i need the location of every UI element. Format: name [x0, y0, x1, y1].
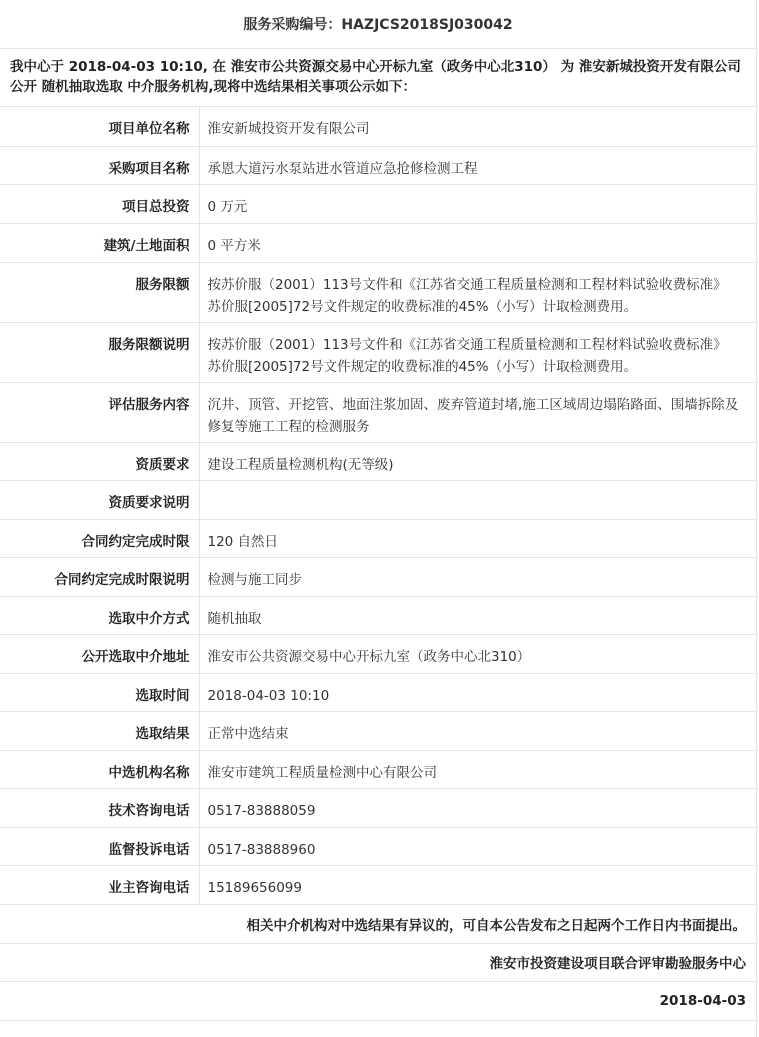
table-row: [0, 107, 757, 146]
table-row: [0, 865, 757, 904]
row-value: [199, 442, 757, 480]
row-value: [199, 262, 757, 322]
announcement-intro: 我中心于 2018-04-03 10:10, 在 淮安市公共资源交易中心开标九室（政务中心北310） 为 淮安新城投资开发有限公司 公开 随机抽取选取 中介服务机构,现将中选结果相关事项公示如下：: [0, 49, 756, 107]
row-value-text: 淮安市建筑工程质量检测中心有限公司: [207, 764, 437, 781]
row-label-text: 技术咨询电话: [108, 802, 190, 819]
row-label-text: 项目总投资: [122, 198, 190, 215]
table-row: [0, 322, 757, 382]
row-label-text: 评估服务内容: [108, 396, 190, 413]
table-row: [0, 711, 757, 750]
row-value-text: 2018-04-03 10:10: [207, 687, 330, 704]
row-label: [0, 442, 199, 480]
row-label: [0, 711, 199, 750]
table-row: [0, 442, 757, 480]
row-value-text: 正常中选结束: [207, 725, 289, 742]
row-label: [0, 223, 199, 262]
table-row: [0, 750, 757, 788]
announcement-date: 2018-04-03: [0, 982, 756, 1021]
row-value: [199, 750, 757, 788]
row-label-text: 项目单位名称: [108, 121, 190, 137]
row-label: [0, 865, 199, 904]
row-value: [199, 382, 757, 442]
row-value-text: [208, 481, 740, 492]
row-value-text: 15189656099: [207, 879, 302, 896]
row-value: [199, 184, 757, 223]
row-label: [0, 480, 199, 519]
row-label-text: 资质要求说明: [108, 494, 190, 511]
table-row: [0, 557, 757, 596]
row-value: [199, 673, 757, 711]
row-value-text: 沉井、顶管、开挖管、地面注浆加固、废弃管道封堵,施工区域周边塌陷路面、围墙拆除及修复等施工工程的检测服务: [207, 396, 739, 435]
row-value: [199, 865, 757, 904]
row-value-text: 0 万元: [207, 198, 248, 215]
table-row: [0, 480, 757, 519]
row-label: [0, 557, 199, 596]
result-table: [0, 107, 757, 905]
row-label: [0, 322, 199, 382]
row-label-text: 中选机构名称: [108, 764, 190, 781]
row-label: [0, 634, 199, 673]
row-label-text: 公开选取中介地址: [81, 648, 190, 665]
row-label: [0, 262, 199, 322]
result-table-body: [0, 107, 757, 904]
table-row: [0, 223, 757, 262]
row-value-text: 承恩大道污水泵站进水管道应急抢修检测工程: [207, 160, 478, 177]
row-value: [199, 322, 757, 382]
row-label-text: 服务限额: [135, 276, 190, 293]
row-value: [199, 146, 757, 184]
row-value-text: 0517-83888960: [207, 841, 316, 858]
row-label: [0, 673, 199, 711]
row-label-text: 资质要求: [135, 456, 190, 473]
row-label: [0, 827, 199, 865]
row-value: [199, 634, 757, 673]
row-value-text: 0517-83888059: [207, 802, 316, 819]
row-value-text: 随机抽取: [207, 610, 262, 627]
row-value-text: 按苏价服（2001）113号文件和《江苏省交通工程质量检测和工程材料试验收费标准》苏价服[2005]72号文件规定的收费标准的45%（小写）计取检测费用。: [207, 336, 727, 375]
row-value: [199, 788, 757, 827]
row-value-text: 0 平方米: [207, 237, 261, 254]
row-label-text: 监督投诉电话: [108, 841, 190, 858]
row-label: [0, 146, 199, 184]
row-label-text: 服务限额说明: [108, 336, 190, 353]
row-value-text: 检测与施工同步: [207, 571, 302, 588]
row-label-text: 采购项目名称: [108, 160, 190, 177]
procurement-number-title: 服务采购编号：HAZJCS2018SJ030042: [0, 0, 756, 49]
row-value: [199, 557, 757, 596]
row-value-text: 120 自然日: [207, 533, 279, 550]
row-value-text: 建设工程质量检测机构(无等级): [207, 456, 394, 473]
row-label: [0, 382, 199, 442]
row-value: [199, 596, 757, 634]
table-row: [0, 382, 757, 442]
row-value: [199, 827, 757, 865]
row-label-text: 业主咨询电话: [108, 879, 190, 896]
row-value-text: 按苏价服（2001）113号文件和《江苏省交通工程质量检测和工程材料试验收费标准》苏价服[2005]72号文件规定的收费标准的45%（小写）计取检测费用。: [207, 276, 727, 315]
table-row: [0, 596, 757, 634]
row-label-text: 合同约定完成时限: [81, 533, 190, 550]
issuing-organization: 淮安市投资建设项目联合评审勘验服务中心: [0, 944, 756, 982]
row-label: [0, 788, 199, 827]
table-row: [0, 262, 757, 322]
row-label-text: 合同约定完成时限说明: [54, 571, 190, 588]
row-label: [0, 107, 199, 146]
table-row: [0, 184, 757, 223]
row-label-text: 选取结果: [135, 725, 190, 742]
row-value: [199, 223, 757, 262]
table-row: [0, 146, 757, 184]
row-label-text: 建筑/土地面积: [103, 237, 190, 254]
row-label: [0, 519, 199, 557]
table-row: [0, 788, 757, 827]
row-value: [199, 711, 757, 750]
row-label: [0, 750, 199, 788]
row-label: [0, 184, 199, 223]
row-label-text: 选取中介方式: [108, 610, 190, 627]
row-label-text: 选取时间: [135, 687, 190, 704]
table-row: [0, 827, 757, 865]
row-value: [199, 480, 757, 519]
row-label: [0, 596, 199, 634]
row-value: [199, 519, 757, 557]
row-value-text: 淮安新城投资开发有限公司: [207, 121, 370, 137]
table-row: [0, 519, 757, 557]
objection-notice: 相关中介机构对中选结果有异议的，可自本公告发布之日起两个工作日内书面提出。: [0, 905, 756, 944]
row-value-text: 淮安市公共资源交易中心开标九室（政务中心北310）: [207, 648, 531, 665]
row-value: [199, 107, 757, 146]
table-row: [0, 634, 757, 673]
table-row: [0, 673, 757, 711]
